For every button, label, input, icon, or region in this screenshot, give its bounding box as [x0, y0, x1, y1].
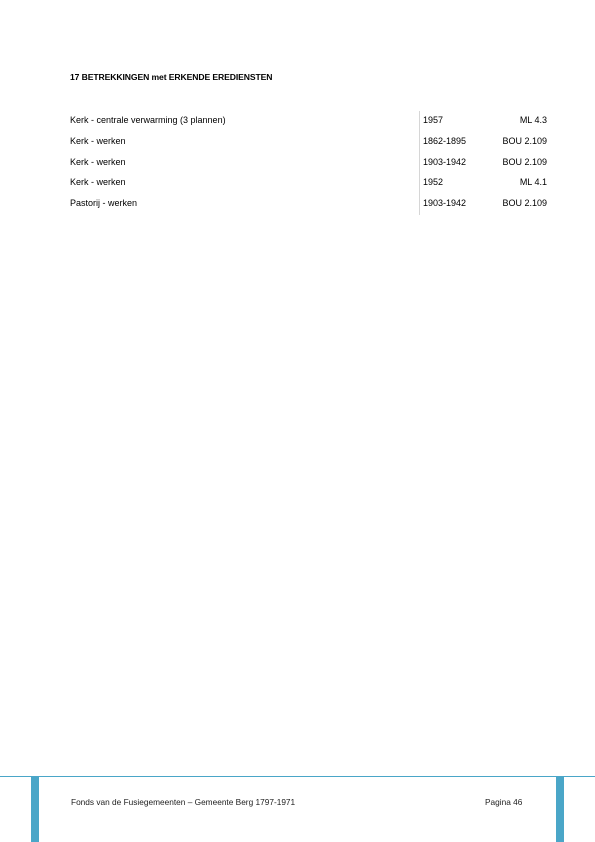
section-heading: 17 BETREKKINGEN met ERKENDE EREDIENSTEN: [70, 72, 273, 82]
inventory-row: [70, 132, 550, 153]
footer-right-bar: [556, 777, 564, 842]
row-date: 1903-1942: [423, 198, 467, 209]
row-reference: BOU 2.109: [502, 135, 547, 146]
column-divider: [419, 111, 420, 132]
row-description: Kerk - werken: [70, 177, 126, 188]
row-reference: ML 4.1: [519, 177, 547, 188]
row-date: 1903-1942: [423, 156, 467, 167]
row-reference: BOU 2.109: [502, 156, 547, 167]
row-description: Kerk - centrale verwarming (3 plannen): [70, 115, 226, 125]
footer-left-bar: [31, 777, 39, 842]
row-description: Pastorij - werken: [70, 198, 138, 209]
page-number: Pagina 46: [485, 797, 523, 807]
row-date: 1862-1895: [423, 135, 467, 146]
row-description: Kerk - werken: [70, 156, 126, 167]
row-reference: BOU 2.109: [502, 198, 547, 209]
row-reference: ML 4.3: [519, 115, 547, 125]
inventory-row: [70, 194, 550, 215]
footer-rule: [0, 776, 595, 777]
column-divider: [419, 132, 420, 153]
column-divider: [419, 173, 420, 194]
row-description: Kerk - werken: [70, 135, 126, 146]
row-date: 1957: [423, 115, 444, 125]
inventory-list: [70, 111, 550, 215]
inventory-row: [70, 153, 550, 174]
footer-title: Fonds van de Fusiegemeenten – Gemeente Berg 1797-1971: [71, 797, 296, 807]
inventory-row: [70, 111, 550, 132]
row-date: 1952: [423, 177, 444, 188]
column-divider: [419, 153, 420, 174]
column-divider: [419, 194, 420, 215]
inventory-row: [70, 173, 550, 194]
